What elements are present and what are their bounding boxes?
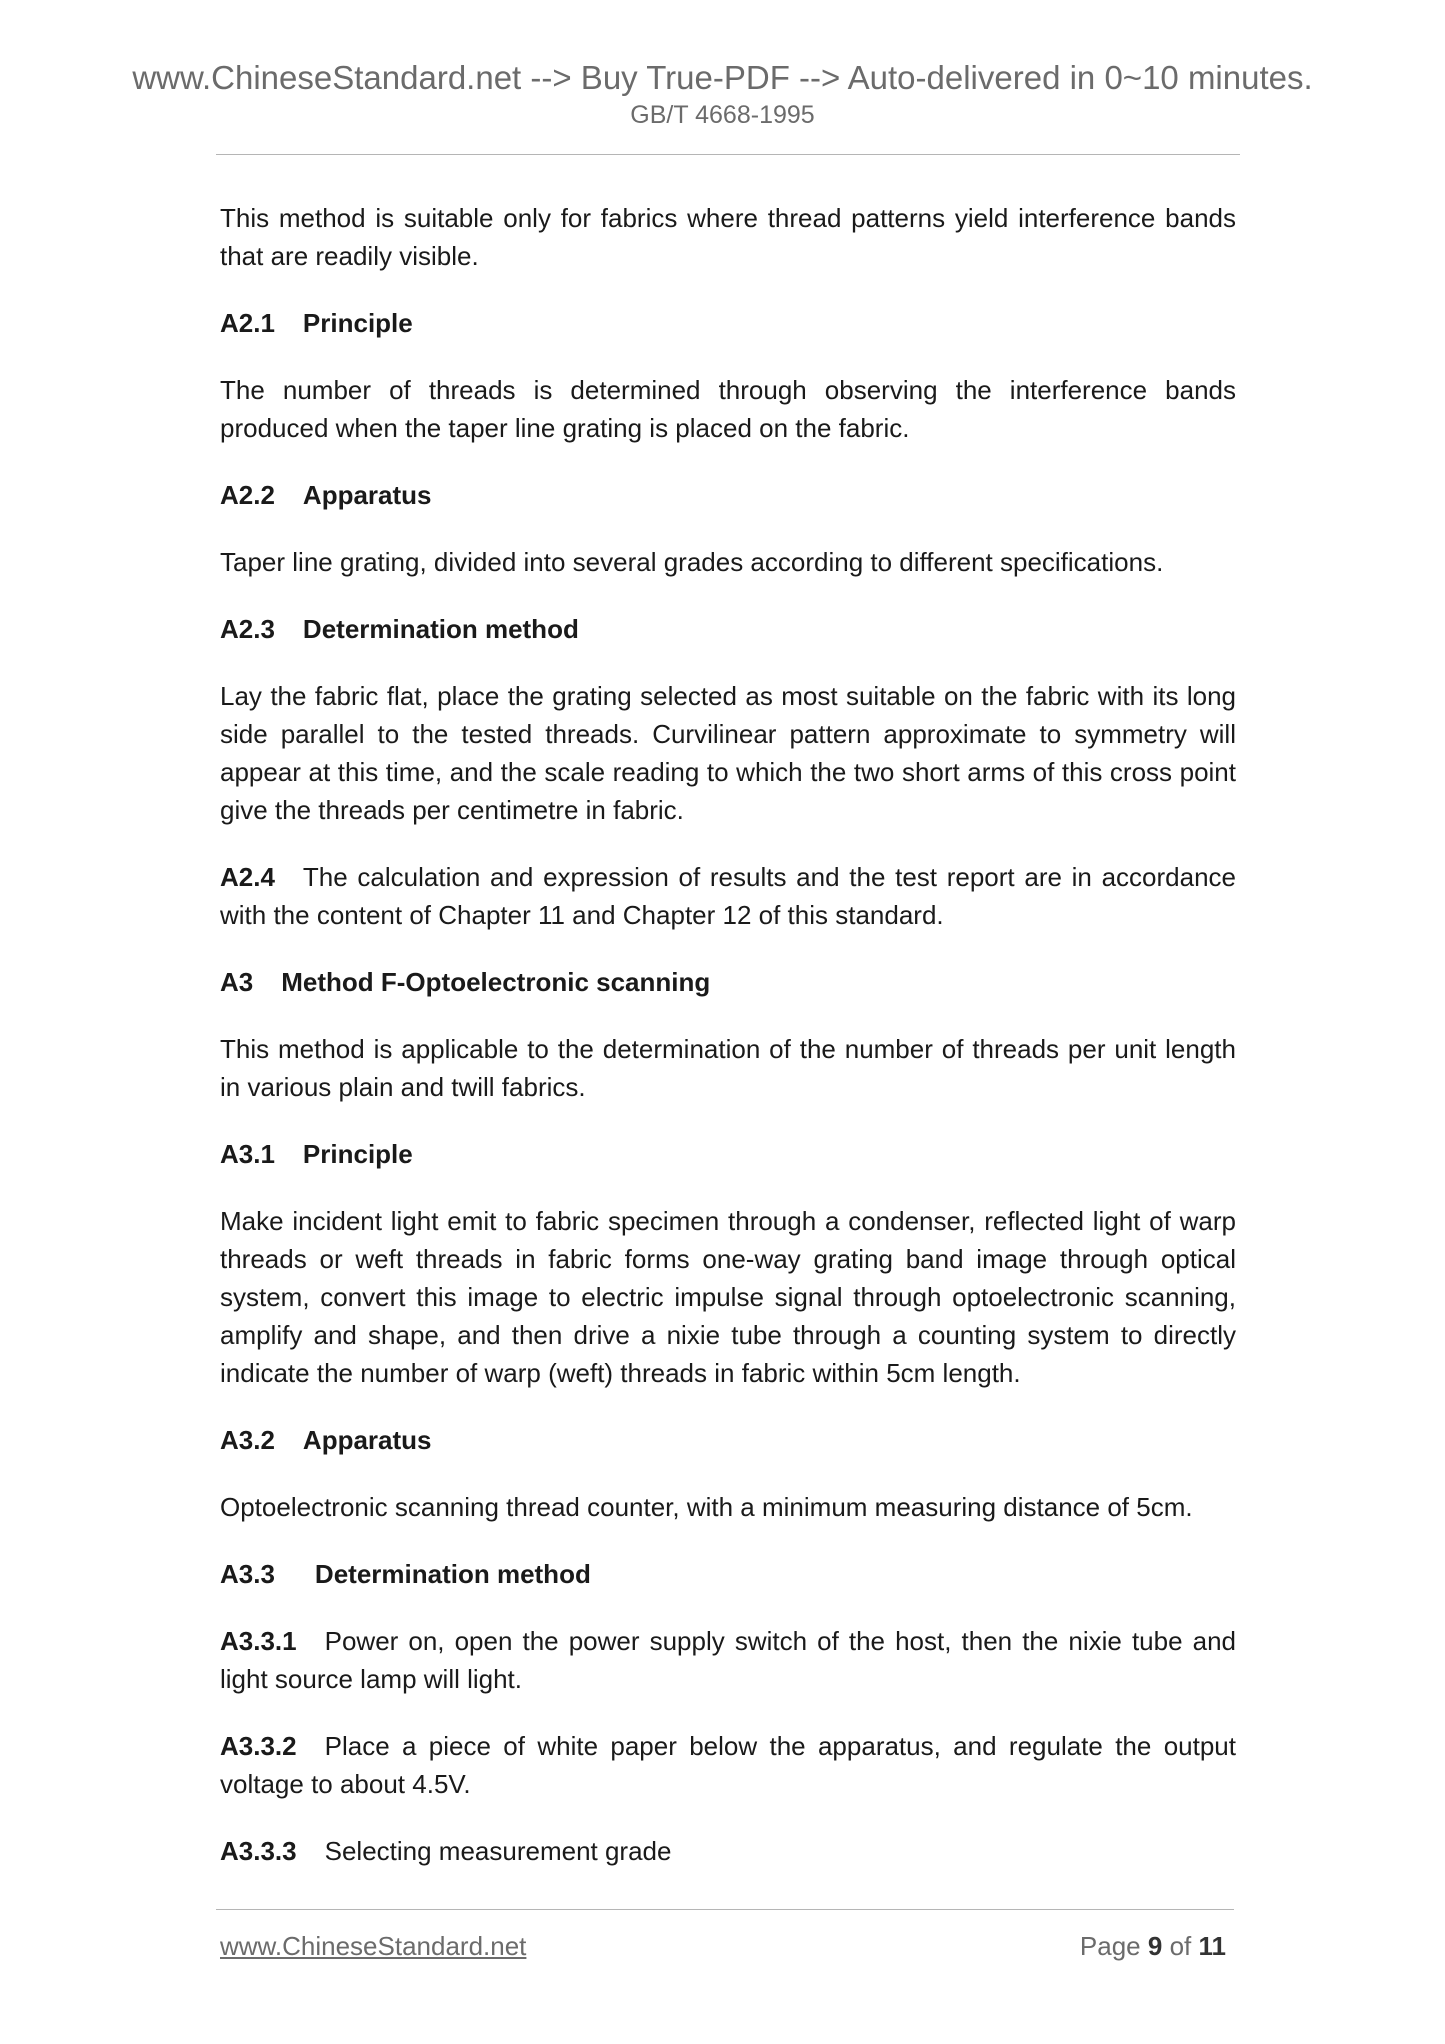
section-number: A3.3.2	[220, 1731, 297, 1761]
section-a3-3-2-paragraph	[220, 1727, 1236, 1803]
section-number: A2.2	[220, 480, 275, 510]
section-a2-2-heading	[220, 476, 1236, 514]
section-a3-1-heading	[220, 1135, 1236, 1173]
document-body	[220, 199, 1236, 1899]
section-number: A3.2	[220, 1425, 275, 1455]
section-number: A3.3.1	[220, 1626, 297, 1656]
section-a2-3-text: Lay the fabric flat, place the grating selected as most suitable on the fabric with its long side parallel to the tested threads. Curvilinear pattern approximate to symmetry will appear at this time, and the scale reading to which the two short arms of this cross point give the threads per centimetre in fabric.	[220, 681, 1236, 825]
page-footer	[220, 1928, 1232, 1964]
section-a3-2-text: Optoelectronic scanning thread counter, with a minimum measuring distance of 5cm.	[220, 1492, 1193, 1522]
section-number: A2.4	[220, 862, 275, 892]
page-number	[1080, 1928, 1226, 1964]
section-a2-4-paragraph	[220, 858, 1236, 934]
section-a3-text: This method is applicable to the determination of the number of threads per unit length in various plain and twill fabrics.	[220, 1034, 1236, 1102]
section-a2-1-heading	[220, 304, 1236, 342]
page-of: of	[1169, 1931, 1192, 1961]
section-a3-3-1-paragraph	[220, 1622, 1236, 1698]
section-number: A3.1	[220, 1139, 275, 1169]
footer-site-link[interactable]: www.ChineseStandard.net	[220, 1931, 527, 1961]
section-a3-1-text: Make incident light emit to fabric specimen through a condenser, reflected light of warp threads or weft threads in fabric forms one-way grating band image through optical system, convert this image to electric impulse signal through optoelectronic scanning, amplify and shape, and then drive a nixie tube through a counting system to directly indicate the number of warp (weft) threads in fabric within 5cm length.	[220, 1206, 1236, 1388]
section-a2-2-text: Taper line grating, divided into several grades according to different specifications.	[220, 547, 1164, 577]
page-total: 11	[1198, 1931, 1226, 1961]
section-a3-3-1-text: Power on, open the power supply switch of the host, then the nixie tube and light source lamp will light.	[220, 1626, 1236, 1694]
section-title: Determination method	[314, 1559, 591, 1589]
section-a3-3-2-text: Place a piece of white paper below the apparatus, and regulate the output voltage to about 4.5V.	[220, 1731, 1236, 1799]
section-a3-3-3-paragraph	[220, 1832, 1236, 1870]
section-number: A3	[220, 967, 254, 997]
page-current: 9	[1147, 1931, 1163, 1961]
section-title: Determination method	[302, 614, 579, 644]
section-number: A3.3.3	[220, 1836, 297, 1866]
section-a3-3-3-text: Selecting measurement grade	[324, 1836, 672, 1866]
header-banner[interactable]: www.ChineseStandard.net --> Buy True-PDF --> Auto-delivered in 0~10 minutes.	[132, 59, 1313, 96]
section-title: Method F-Optoelectronic scanning	[281, 967, 711, 997]
section-title: Principle	[302, 308, 413, 338]
page-header	[0, 58, 1445, 132]
section-a3-heading	[220, 963, 1236, 1001]
intro-paragraph: This method is suitable only for fabrics where thread patterns yield interference bands that are readily visible.	[220, 203, 1236, 271]
page-label: Page	[1079, 1931, 1141, 1961]
footer-divider	[216, 1909, 1234, 1910]
header-divider	[216, 154, 1240, 155]
section-a3-2-heading	[220, 1421, 1236, 1459]
section-number: A2.3	[220, 614, 275, 644]
section-a2-3-heading	[220, 610, 1236, 648]
section-title: Apparatus	[302, 1425, 432, 1455]
section-title: Apparatus	[302, 480, 432, 510]
section-a3-3-heading	[220, 1555, 1236, 1593]
section-number: A3.3	[220, 1559, 275, 1589]
section-number: A2.1	[220, 308, 275, 338]
standard-code: GB/T 4668-1995	[630, 101, 815, 129]
section-a2-1-text: The number of threads is determined through observing the interference bands produced when the taper line grating is placed on the fabric.	[220, 375, 1236, 443]
section-a2-4-text: The calculation and expression of results and the test report are in accordance with the content of Chapter 11 and Chapter 12 of this standard.	[220, 862, 1236, 930]
section-title: Principle	[302, 1139, 413, 1169]
